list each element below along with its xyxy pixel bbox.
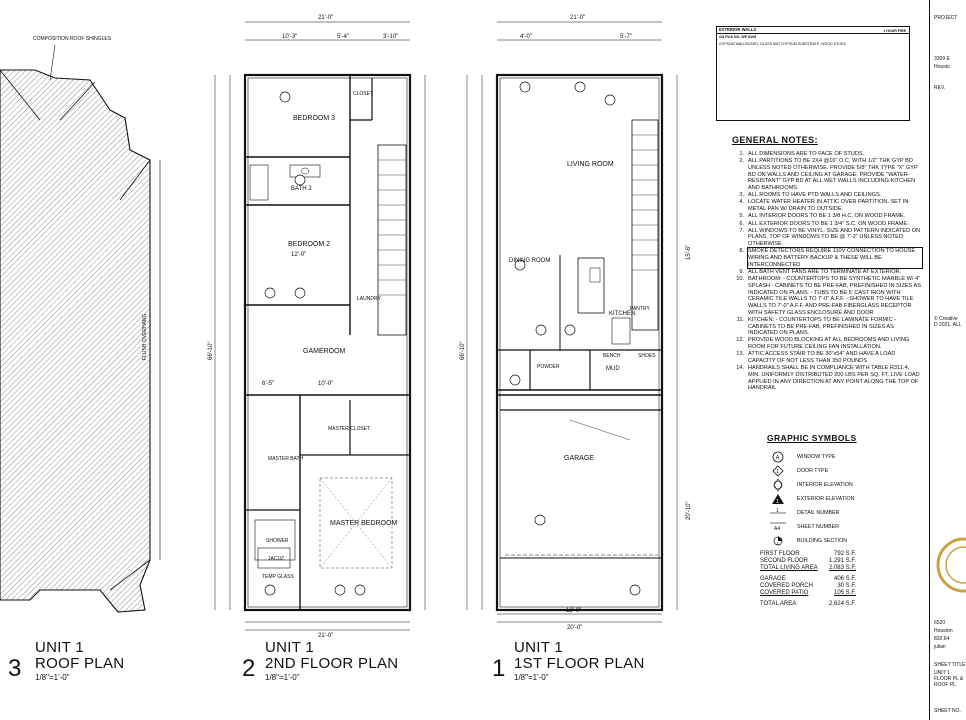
- note-number: 12.: [736, 337, 744, 344]
- general-note-item: [732, 269, 922, 276]
- room-kitchen: KITCHEN: [609, 311, 636, 317]
- graphic-symbols: [767, 433, 917, 548]
- dim-2f-top-b: 5'-4": [337, 34, 349, 40]
- roof-overhang-label: FLUSH OVERHANG: [142, 313, 148, 360]
- note-text: PROVIDE WOOD BLOCKING AT ALL BEDROOMS AND LIVING ROOM FOR FUTURE CEILING FAN INSTALLATION.: [748, 337, 910, 351]
- note-number: 2.: [739, 158, 744, 165]
- room-laundry: LAUNDRY: [357, 296, 381, 302]
- door-type-icon: [767, 465, 789, 477]
- area-row: [760, 590, 856, 597]
- area-row: [760, 565, 856, 572]
- second-plan-scale: 1/8"=1'-0": [265, 673, 300, 682]
- note-text: ALL DIMENSIONS ARE TO FACE OF STUDS.: [748, 151, 865, 157]
- svg-text:1: 1: [776, 499, 779, 505]
- title-block: [929, 0, 966, 720]
- revision-label: REV.: [934, 85, 946, 91]
- area-label: FIRST FLOOR: [760, 551, 800, 557]
- general-note-item: [732, 365, 922, 392]
- dim-1f-top-a: 4'-0": [520, 34, 532, 40]
- room-mud: MUD: [606, 366, 620, 372]
- second-plan-number: 2: [242, 655, 256, 682]
- exterior-elevation-icon: [767, 493, 789, 505]
- note-text: ALL INTERIOR DOORS TO BE 1 3/8 H.C. ON WOOD FRAME.: [748, 213, 906, 220]
- general-notes-list: [732, 151, 922, 392]
- area-label: TOTAL AREA: [760, 601, 797, 607]
- sheet-number-label: SHEET NO.: [934, 708, 961, 714]
- roof-shingles-label: COMPOSITION ROOF SHINGLES: [33, 36, 112, 42]
- room-dining: DINING ROOM: [509, 258, 551, 264]
- general-note-item: [732, 248, 922, 268]
- room-closet: CLOSET: [353, 91, 374, 97]
- area-value: 2,624 S.F.: [828, 601, 856, 607]
- first-floor-labels: [460, 15, 692, 631]
- room-master-bedroom: MASTER BEDROOM: [330, 520, 398, 527]
- note-text: ALL ROOMS TO HAVE PTD WALLS AND CEILINGS.: [748, 192, 882, 199]
- copyright-note: © Creative D 2021. ALL: [934, 316, 962, 328]
- room-temp-glass: TEMP GLASS: [262, 574, 294, 580]
- general-note-item: [732, 221, 922, 228]
- note-number: 7.: [739, 227, 744, 234]
- fire-table-desc: GYPSUM WALLBOARD, GLASS MAT GYPSUM SUBSTRATE, WOOD STUDS: [719, 41, 846, 46]
- symbol-label: DETAIL NUMBER: [797, 510, 840, 516]
- second-floor-labels: [208, 15, 398, 639]
- symbol-sheet-number: [767, 520, 917, 534]
- note-text: ATTIC ACCESS STAIR TO BE 30"x54" AND HAVE A LOAD CAPACITY OF NOT LESS THAN 350 POUNDS: [748, 351, 896, 365]
- general-note-item: [732, 276, 922, 316]
- dim-2f-bed-width: 12'-0": [291, 252, 307, 258]
- note-number: 14.: [736, 365, 744, 372]
- general-note-item: [732, 228, 922, 248]
- area-row: [760, 558, 856, 565]
- area-row: [760, 576, 856, 583]
- symbol-door-type: [767, 464, 917, 478]
- note-number: 6.: [739, 220, 744, 227]
- firm-number: 6520: [934, 620, 946, 626]
- dim-1f-bottom-width: 20'-0": [567, 625, 583, 631]
- symbol-label: EXTERIOR ELEVATION: [797, 496, 855, 502]
- dim-2f-top-width: 21'-0": [318, 15, 334, 21]
- svg-text:A: A: [775, 455, 780, 462]
- second-plan-title: 2ND FLOOR PLAN: [265, 655, 399, 672]
- area-label: COVERED PORCH: [760, 583, 814, 589]
- second-floor-plan: [215, 22, 425, 630]
- dim-1f-side-height: 66'-10": [460, 341, 466, 360]
- dim-2f-bottom-width: 21'-0": [318, 633, 334, 639]
- area-value: 406 S.F.: [833, 576, 856, 582]
- fire-table-rating: 1 HOUR FIRE: [883, 29, 906, 33]
- area-value: 30 S.F.: [837, 583, 856, 589]
- area-row: [760, 601, 856, 608]
- interior-elevation-icon: [767, 479, 789, 491]
- symbol-label: SHEET NUMBER: [797, 524, 839, 530]
- project-city: Housto: [934, 64, 950, 70]
- room-bedroom-3: BEDROOM 3: [293, 115, 336, 122]
- symbol-label: DOOR TYPE: [797, 468, 829, 474]
- general-note-item: [732, 151, 922, 158]
- room-powder: POWDER: [537, 364, 560, 370]
- symbol-label: INTERIOR ELEVATION: [797, 482, 853, 488]
- note-number: 3.: [739, 192, 744, 199]
- area-value: 2,083 S.F.: [828, 565, 856, 571]
- firm-logo-icon: [934, 530, 964, 600]
- symbol-label: WINDOW TYPE: [797, 454, 836, 460]
- roof-plan-title: ROOF PLAN: [35, 655, 125, 672]
- fire-table-header: EXTERIOR WALLS: [717, 27, 909, 34]
- symbol-detail-number: [767, 506, 917, 520]
- symbol-building-section: [767, 534, 917, 548]
- general-note-item: [732, 192, 922, 199]
- room-living: LIVING ROOM: [567, 161, 614, 168]
- fire-resistance-table: [716, 26, 910, 121]
- general-note-item: [732, 337, 922, 350]
- svg-text:A4: A4: [774, 526, 781, 532]
- area-value: 1,291 S.F.: [828, 558, 856, 564]
- second-plan-unit: UNIT 1: [265, 639, 315, 656]
- graphic-symbols-heading: GRAPHIC SYMBOLS: [767, 433, 857, 443]
- dim-1f-bottom-inner: 18'-0": [566, 608, 582, 614]
- area-value: 792 S.F.: [833, 551, 856, 557]
- area-label: GARAGE: [760, 576, 786, 582]
- sheet-title: UNIT 1 FLOOR PL & ROOF PL: [934, 670, 964, 688]
- project-address: 3309 E: [934, 56, 950, 62]
- room-shoes: SHOES: [638, 353, 656, 359]
- first-plan-number: 1: [492, 655, 506, 682]
- dim-2f-top-a: 10'-3": [282, 34, 298, 40]
- sheet-number-icon: [767, 521, 789, 533]
- firm-email: julian: [934, 644, 946, 650]
- note-text: ALL PARTITIONS TO BE 2X4 @16" O.C. WITH 1/2" THK GYP BD UNLESS NOTED OTHERWISE. PROVIDE 5/8" THK TYPE "X" GYP BD ON WALLS AND CEILING AT GARAGE. PROVIDE "WATER-RESISTANT" GYP BD AT ALL WET WALLS INCLUDING KITCHEN AND BATHROOMS.: [748, 158, 918, 192]
- roof-plan-scale: 1/8"=1'-0": [35, 673, 70, 682]
- area-row: [760, 551, 856, 558]
- note-number: 9.: [739, 268, 744, 275]
- first-floor-plan: [467, 22, 677, 622]
- detail-number-icon: [767, 507, 789, 519]
- symbol-interior-elevation: [767, 478, 917, 492]
- general-note-item: [732, 158, 922, 192]
- svg-text:1: 1: [776, 508, 779, 514]
- room-shower: SHOWER: [266, 538, 289, 544]
- dim-2f-side-height: 66'-10": [208, 341, 214, 360]
- fire-table-title: GA FILE NO. WP 8108: [719, 35, 757, 40]
- symbol-window-type: [767, 450, 917, 464]
- room-bedroom-2: BEDROOM 2: [288, 241, 331, 248]
- note-number: 8.: [739, 248, 744, 255]
- general-note-item: [732, 317, 922, 337]
- general-note-item: [732, 351, 922, 364]
- symbol-label: BUILDING SECTION: [797, 538, 848, 544]
- room-jacuzzi: JACUZ.: [268, 556, 286, 562]
- note-text: HANDRAILS SHALL BE IN COMPLIANCE WITH TABLE R311.4, MIN. UNIFORMLY DISTRIBUTED 200 LBS PER SQ. FT. LIVE LOAD APPLIED IN ANY DIRECTION AT ANY POINT ALONG THE TOP OF HANDRAIL: [748, 365, 920, 392]
- note-text: ALL BATH VENT FANS ARE TO TERMINATE AT EXTERIOR.: [748, 268, 902, 275]
- area-label: SECOND FLOOR: [760, 558, 809, 564]
- note-number: 11.: [736, 316, 744, 323]
- dim-2f-game-width: 10'-0": [318, 381, 334, 387]
- note-number: 10.: [736, 276, 744, 283]
- room-gameroom: GAMEROOM: [303, 348, 346, 355]
- window-type-icon: [767, 451, 789, 463]
- dim-1f-front-porch: 15'-6": [686, 244, 692, 260]
- roof-plan-unit: UNIT 1: [35, 639, 85, 656]
- note-number: 5.: [739, 213, 744, 220]
- general-notes: [732, 135, 922, 393]
- dim-2f-left-seg: 6'-5": [262, 381, 274, 387]
- dim-1f-top-b: 5'-7": [620, 34, 632, 40]
- note-text: BATHROOM: - COUNTERTOPS TO BE SYNTHETIC MARBLE W/ 4" SPLASH - CABINETS TO BE PRE-FAB, PREFINISHED IN SIZES AS INDICATED ON PLANS. - TUBS TO BE 5' CAST IRON WITH CERAMIC TILE WALLS TO 7'-0" A.F.F. - SHOWER TO HAVE TILE WALLS TO 7'-0" A.F.F. AND PRE-FAB FIBERGLASS RECEPTOR WITH SAFETY GLASS ENCLOSURE AND DOOR: [748, 276, 921, 316]
- building-section-icon: [767, 535, 789, 547]
- general-note-item: [732, 213, 922, 220]
- note-text: KITCHEN: - COUNTERTOPS TO BE LAMINATE FORMIC - CABINETS TO BE PRE-FAB, PREFINISHED IN SIZES AS INDICATED ON PLANS.: [748, 316, 897, 337]
- dim-2f-top-c: 3'-10": [383, 34, 399, 40]
- room-bath-2: BATH 2: [291, 186, 312, 192]
- first-plan-title: 1ST FLOOR PLAN: [514, 655, 645, 672]
- note-text: ALL WINDOWS TO BE VINYL. SIZE AND PATTERN INDICATED ON PLANS. TOP OF WINDOWS TO BE @ 7'-2" UNLESS NOTED OTHERWISE.: [748, 227, 921, 248]
- note-text: LOCATE WATER HEATER IN ATTIC OVER PARTITION. SET IN METAL PAN W/ DRAIN TO OUTSIDE.: [748, 199, 909, 213]
- dim-1f-garage-depth: 20'-10": [686, 501, 692, 520]
- room-bench: BENCH: [603, 353, 621, 359]
- first-plan-unit: UNIT 1: [514, 639, 564, 656]
- note-number: 1.: [739, 151, 744, 157]
- note-text: SMOKE DETECTORS REQUIRE 110V CONNECTION TO HOUSE WIRING AND BATTERY BACKUP & THESE WILL BE INTERCONNECTED: [748, 248, 922, 268]
- first-plan-scale: 1/8"=1'-0": [514, 673, 549, 682]
- roof-outline: [0, 70, 150, 612]
- firm-phone: 832.64: [934, 636, 950, 642]
- area-table: [760, 551, 856, 608]
- general-notes-heading: GENERAL NOTES:: [732, 135, 818, 145]
- symbol-exterior-elevation: [767, 492, 917, 506]
- area-row: [760, 583, 856, 590]
- room-master-bath: MASTER BATH: [268, 456, 304, 462]
- note-number: 13.: [736, 351, 744, 358]
- general-note-item: [732, 199, 922, 212]
- note-text: ALL EXTERIOR DOORS TO BE 1 3/4" S.C. ON WOOD FRAME.: [748, 220, 909, 227]
- area-value: 105 S.F.: [833, 590, 856, 596]
- roof-plan-number: 3: [8, 655, 22, 682]
- dim-1f-top-width: 21'-0": [570, 15, 586, 21]
- area-label: TOTAL LIVING AREA: [760, 565, 818, 571]
- svg-text:1: 1: [776, 540, 779, 546]
- room-master-closet: MASTER CLOSET: [328, 426, 371, 432]
- firm-city: Houston: [934, 628, 953, 634]
- project-label: PROJECT: [934, 15, 958, 21]
- svg-text:1: 1: [776, 469, 779, 476]
- sheet-title-label: SHEET TITLE: [934, 662, 966, 668]
- area-label: COVERED PATIO: [760, 590, 809, 596]
- roof-plan: [0, 36, 160, 612]
- room-garage: GARAGE: [564, 455, 594, 462]
- note-number: 4.: [739, 199, 744, 206]
- room-pantry: PANTRY: [630, 306, 650, 312]
